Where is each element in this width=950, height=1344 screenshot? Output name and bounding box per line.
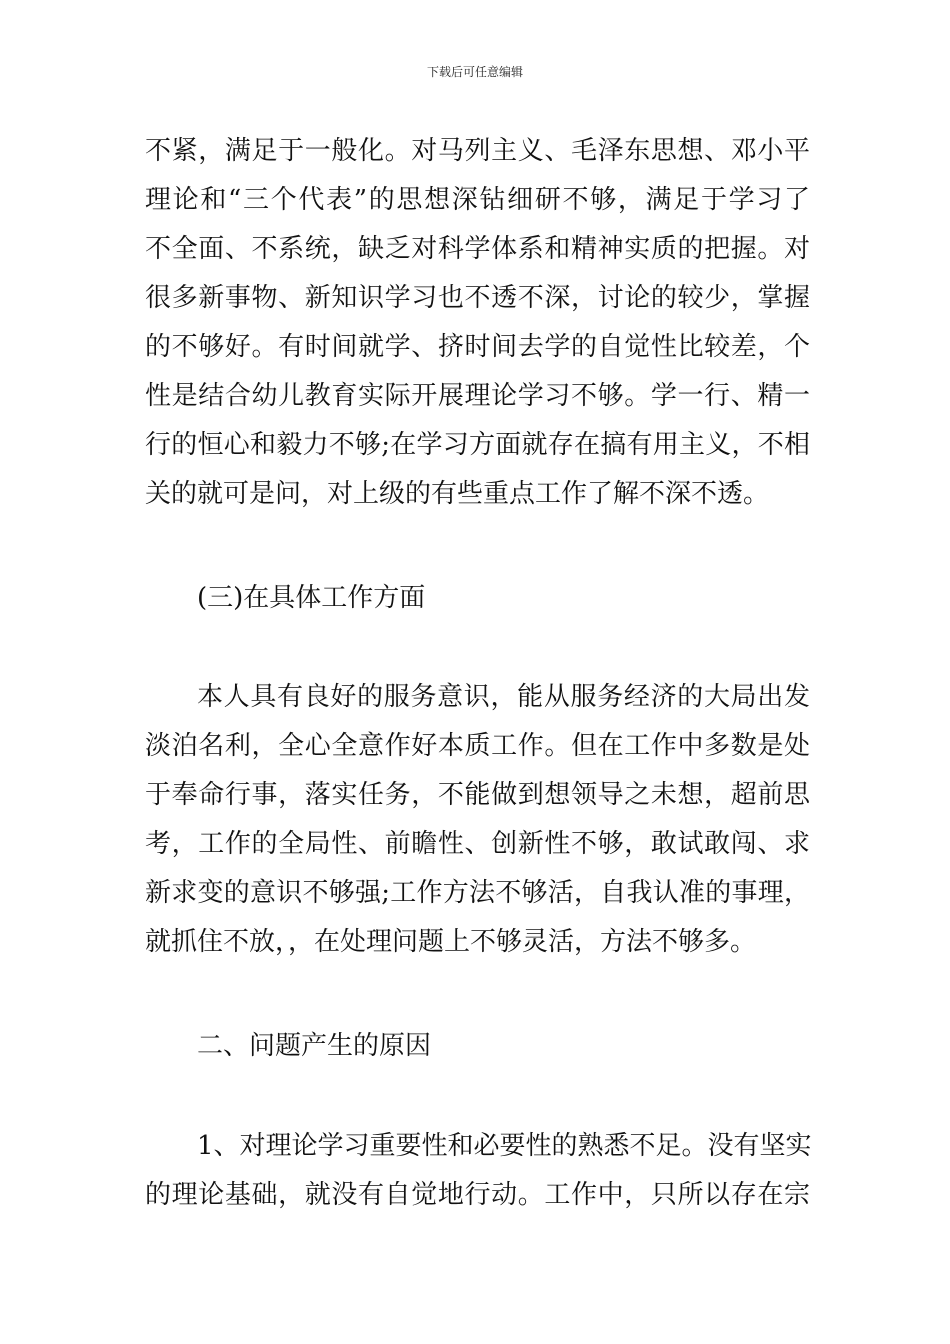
text-line: 很多新事物、新知识学习也不透不深，讨论的较少，掌握 [145, 283, 810, 313]
text-line: 不紧，满足于一般化。对马列主义、毛泽东思想、邓小平 [145, 136, 810, 166]
text-line: 新求变的意识不够强;工作方法不够活，自我认准的事理， [145, 878, 810, 908]
section-heading-problem-causes: 二、问题产生的原因 [197, 1031, 432, 1061]
text-line: 的理论基础，就没有自觉地行动。工作中，只所以存在宗 [145, 1180, 810, 1210]
text-line: 的不够好。有时间就学、挤时间去学的自觉性比较差，个 [145, 332, 810, 362]
page-header: 下载后可任意编辑 [426, 65, 523, 79]
section-heading-work-aspect: (三)在具体工作方面 [197, 583, 426, 613]
text-line: 性是结合幼儿教育实际开展理论学习不够。学一行、精一 [145, 381, 810, 411]
text-line: 理论和“三个代表”的思想深钻细研不够，满足于学习了 [145, 185, 810, 215]
text-line: 本人具有良好的服务意识，能从服务经济的大局出发 [197, 682, 810, 712]
text-line: 1、对理论学习重要性和必要性的熟悉不足。没有坚实 [197, 1131, 812, 1161]
text-line: 不全面、不系统，缺乏对科学体系和精神实质的把握。对 [145, 234, 810, 264]
text-line: 于奉命行事，落实任务，不能做到想领导之未想，超前思 [145, 780, 810, 810]
text-line: 关的就可是问，对上级的有些重点工作了解不深不透。 [145, 479, 770, 509]
text-line: 就抓住不放，，在处理问题上不够灵活，方法不够多。 [145, 927, 757, 957]
text-line: 行的恒心和毅力不够;在学习方面就存在搞有用主义，不相 [145, 430, 810, 460]
text-line: 考，工作的全局性、前瞻性、创新性不够，敢试敢闯、求 [145, 829, 810, 859]
text-line: 淡泊名利，全心全意作好本质工作。但在工作中多数是处 [145, 731, 810, 761]
